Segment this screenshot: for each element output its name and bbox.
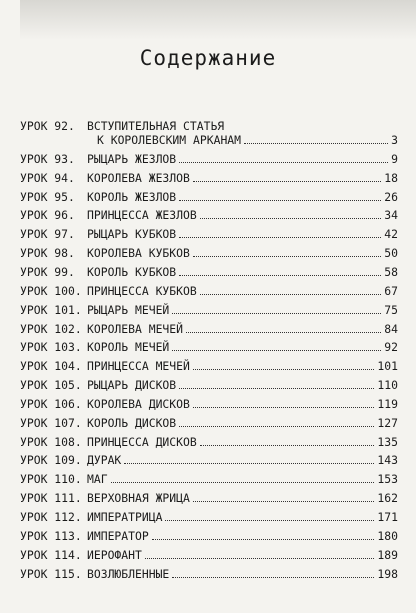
toc-dot-leader	[179, 236, 381, 238]
toc-lesson-number: УРОК 95.	[20, 189, 75, 204]
toc-lesson-title: ИМПЕРАТОР	[87, 528, 149, 543]
toc-lesson-number: УРОК 103.	[20, 340, 82, 355]
toc-dot-leader	[172, 576, 374, 578]
toc-lesson-title: МАГ	[87, 472, 108, 487]
toc-lesson-title: КОРОЛЕВА КУБКОВ	[87, 246, 190, 261]
toc-page-number: 84	[384, 321, 398, 336]
toc-lesson-number: УРОК 110.	[20, 472, 82, 487]
toc-lesson-number: УРОК 99.	[20, 264, 75, 279]
toc-dot-leader	[200, 444, 375, 446]
toc-lesson-title: КОРОЛЬ КУБКОВ	[87, 264, 177, 279]
toc-entry	[20, 429, 398, 449]
toc-page-number: 26	[384, 189, 398, 204]
toc-dot-leader	[179, 387, 374, 389]
toc-dot-leader	[193, 406, 375, 408]
toc-lesson-title: ПРИНЦЕССА МЕЧЕЙ	[87, 359, 190, 374]
toc-entry	[20, 391, 398, 411]
toc-lesson-number: УРОК 92.	[20, 119, 75, 133]
toc-lesson-title: КОРОЛЕВА ЖЕЗЛОВ	[87, 170, 190, 185]
toc-lesson-number: УРОК 98.	[20, 246, 75, 261]
toc-lesson-title: ПРИНЦЕССА КУБКОВ	[87, 283, 197, 298]
toc-dot-leader	[244, 142, 388, 144]
toc-dot-leader	[172, 312, 381, 314]
toc-page-number: 198	[377, 566, 398, 581]
toc-page-number: 162	[377, 491, 398, 506]
toc-entry	[20, 466, 398, 486]
toc-page-number: 34	[384, 208, 398, 223]
toc-page-number: 9	[391, 151, 398, 166]
toc-dot-leader	[179, 425, 374, 427]
toc-lesson-number: УРОК 113.	[20, 528, 82, 543]
toc-entry-continuation	[20, 127, 398, 147]
toc-lesson-title: РЫЦАРЬ КУБКОВ	[87, 227, 177, 242]
toc-lesson-title: КОРОЛЬ МЕЧЕЙ	[87, 340, 170, 355]
toc-lesson-number: УРОК 112.	[20, 510, 82, 524]
toc-page-number: 119	[377, 396, 398, 411]
toc-dot-leader	[152, 538, 375, 540]
toc-page-number: 135	[377, 434, 398, 449]
toc-entry	[20, 410, 398, 430]
toc-lesson-title: РЫЦАРЬ ДИСКОВ	[87, 378, 177, 393]
toc-lesson-number: УРОК 96.	[20, 208, 75, 223]
toc-lesson-title: ДУРАК	[87, 453, 122, 468]
toc-dot-leader	[200, 293, 382, 295]
toc-lesson-number: УРОК 107.	[20, 415, 82, 430]
toc-dot-leader	[145, 557, 375, 559]
toc-page-number: 92	[384, 340, 398, 355]
toc-lesson-number: УРОК 93.	[20, 151, 75, 166]
toc-lesson-number: УРОК 104.	[20, 359, 82, 374]
toc-entry	[20, 278, 398, 298]
toc-lesson-number: УРОК 109.	[20, 453, 82, 468]
toc-entry	[20, 372, 398, 392]
toc-lesson-title: КОРОЛЕВА ДИСКОВ	[87, 396, 190, 411]
toc-lesson-title: ПРИНЦЕССА ДИСКОВ	[87, 434, 197, 449]
toc-dot-leader	[124, 462, 374, 464]
toc-lesson-number: УРОК 97.	[20, 227, 75, 242]
toc-entry	[20, 353, 398, 373]
toc-entry	[20, 221, 398, 241]
toc-entry	[20, 561, 398, 581]
toc-lesson-number: УРОК 101.	[20, 302, 82, 317]
toc-lesson-title-line2: К КОРОЛЕВСКИМ АРКАНАМ	[97, 133, 242, 147]
toc-lesson-number: УРОК 111.	[20, 491, 82, 506]
toc-entry	[20, 523, 398, 543]
toc-lesson-number: УРОК 102.	[20, 321, 82, 336]
toc-lesson-title: ВОЗЛЮБЛЕННЫЕ	[87, 566, 170, 581]
toc-entry	[20, 504, 398, 524]
toc-dot-leader	[200, 217, 382, 219]
toc-page-number: 18	[384, 170, 398, 185]
toc-entry	[20, 184, 398, 204]
toc-lesson-number: УРОК 100.	[20, 283, 82, 298]
toc-lesson-title: КОРОЛЬ ЖЕЗЛОВ	[87, 189, 177, 204]
toc-dot-leader	[193, 255, 381, 257]
toc-lesson-number: УРОК 94.	[20, 170, 75, 185]
toc-dot-leader	[193, 500, 375, 502]
toc-lesson-number: УРОК 105.	[20, 378, 82, 393]
page-shadow	[20, 0, 416, 40]
toc-dot-leader	[193, 180, 381, 182]
toc-entry	[20, 202, 398, 222]
toc-dot-leader	[172, 349, 381, 351]
toc-lesson-title: ВСТУПИТЕЛЬНАЯ СТАТЬЯ	[87, 119, 225, 133]
page-title: Содержание	[139, 46, 277, 70]
toc-dot-leader	[179, 199, 381, 201]
toc-dot-leader	[165, 519, 374, 521]
toc-page-number: 153	[377, 472, 398, 487]
toc-entry	[20, 146, 398, 166]
toc-page-number: 127	[377, 415, 398, 430]
toc-page-number: 143	[377, 453, 398, 468]
toc-entry	[20, 297, 398, 317]
toc-lesson-number: УРОК 108.	[20, 434, 82, 449]
toc-page-number: 75	[384, 302, 398, 317]
toc-page-number: 3	[391, 133, 398, 147]
toc-entry	[20, 542, 398, 562]
toc-page-number: 110	[377, 378, 398, 393]
toc-entry	[20, 485, 398, 505]
toc-lesson-title: ВЕРХОВНАЯ ЖРИЦА	[87, 491, 190, 506]
toc-lesson-title: КОРОЛЕВА МЕЧЕЙ	[87, 321, 184, 336]
toc-dot-leader	[186, 331, 381, 333]
toc-page-number: 189	[377, 547, 398, 562]
toc-lesson-number: УРОК 115.	[20, 566, 82, 581]
toc-entry	[20, 165, 398, 185]
toc-lesson-title: ИМПЕРАТРИЦА	[87, 510, 163, 524]
toc-lesson-number: УРОК 106.	[20, 396, 82, 411]
toc-lesson-title: РЫЦАРЬ ЖЕЗЛОВ	[87, 151, 177, 166]
toc-dot-leader	[111, 481, 375, 483]
toc-lesson-title: ПРИНЦЕССА ЖЕЗЛОВ	[87, 208, 197, 223]
toc-lesson-number: УРОК 114.	[20, 547, 82, 562]
toc-entry	[20, 447, 398, 467]
toc-page-number: 180	[377, 528, 398, 543]
toc-page-number: 171	[377, 510, 398, 524]
toc-entry	[20, 316, 398, 336]
toc-lesson-title: РЫЦАРЬ МЕЧЕЙ	[87, 302, 170, 317]
toc-entry	[20, 240, 398, 260]
toc-lesson-title: ИЕРОФАНТ	[87, 547, 142, 562]
toc-page-number: 50	[384, 246, 398, 261]
toc-dot-leader	[179, 274, 381, 276]
toc-entry	[20, 334, 398, 354]
toc-page-number: 67	[384, 283, 398, 298]
toc-page-number: 58	[384, 264, 398, 279]
toc-entry	[20, 259, 398, 279]
toc-page-number: 42	[384, 227, 398, 242]
toc-dot-leader	[179, 161, 388, 163]
toc-page-number: 101	[377, 359, 398, 374]
toc-dot-leader	[193, 368, 375, 370]
toc-lesson-title: КОРОЛЬ ДИСКОВ	[87, 415, 177, 430]
